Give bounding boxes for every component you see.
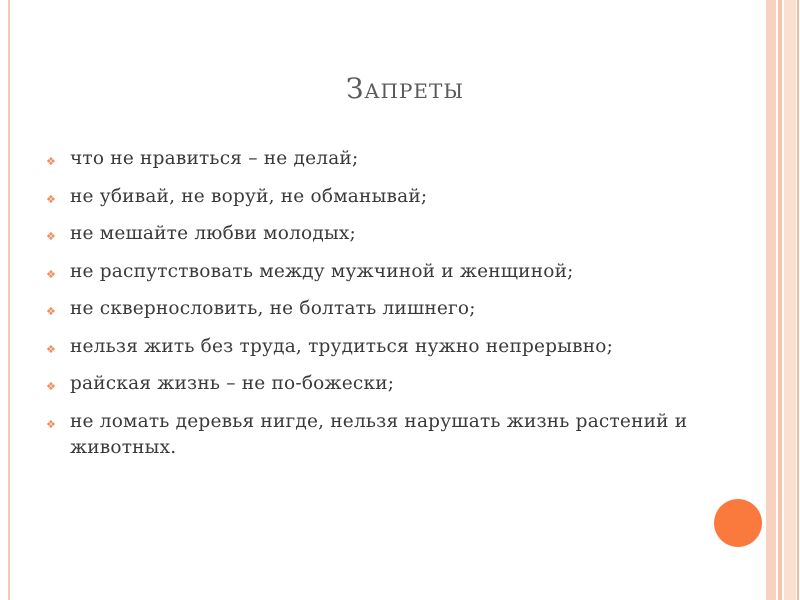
list-item-text: нельзя жить без труда, трудиться нужно непрерывно; — [70, 335, 614, 357]
list-item — [46, 296, 746, 322]
list-item-text: райская жизнь – не по-божески; — [70, 373, 395, 394]
list-item — [46, 334, 746, 360]
list-item-text: не сквернословить, не болтать лишнего; — [70, 298, 476, 319]
bullet-icon: ❖ — [46, 417, 57, 431]
bullet-icon: ❖ — [46, 342, 57, 356]
right-decor-line — [797, 0, 799, 600]
list-item-text: не мешайте любви молодых; — [70, 223, 356, 244]
slide-title: Запреты — [345, 72, 465, 105]
list-item — [46, 146, 746, 172]
bullet-icon: ❖ — [46, 155, 57, 168]
right-decor-stripe — [766, 0, 776, 600]
bullet-icon: ❖ — [46, 305, 57, 318]
right-decor-stripe — [784, 0, 796, 600]
bullet-icon: ❖ — [46, 267, 57, 281]
list-item-text: что не нравиться – не делай; — [70, 148, 359, 169]
list-item — [46, 184, 746, 210]
list-item — [46, 371, 746, 397]
list-item-text: не ломать деревья нигде, нельзя нарушать жизнь растений и животных. — [70, 410, 688, 458]
list-item — [46, 259, 746, 285]
right-decor-stripe — [778, 0, 782, 600]
bullet-list — [46, 146, 746, 472]
bullet-icon: ❖ — [46, 192, 57, 206]
left-border-line — [8, 0, 10, 600]
list-item-text: не распутствовать между мужчиной и женщиной; — [70, 260, 574, 282]
orange-circle-decoration — [714, 499, 762, 547]
list-item-text: не убивай, не воруй, не обманывай; — [70, 185, 428, 207]
bullet-icon: ❖ — [46, 230, 57, 243]
list-item — [46, 221, 746, 247]
list-item — [46, 409, 746, 461]
bullet-icon: ❖ — [46, 380, 57, 393]
